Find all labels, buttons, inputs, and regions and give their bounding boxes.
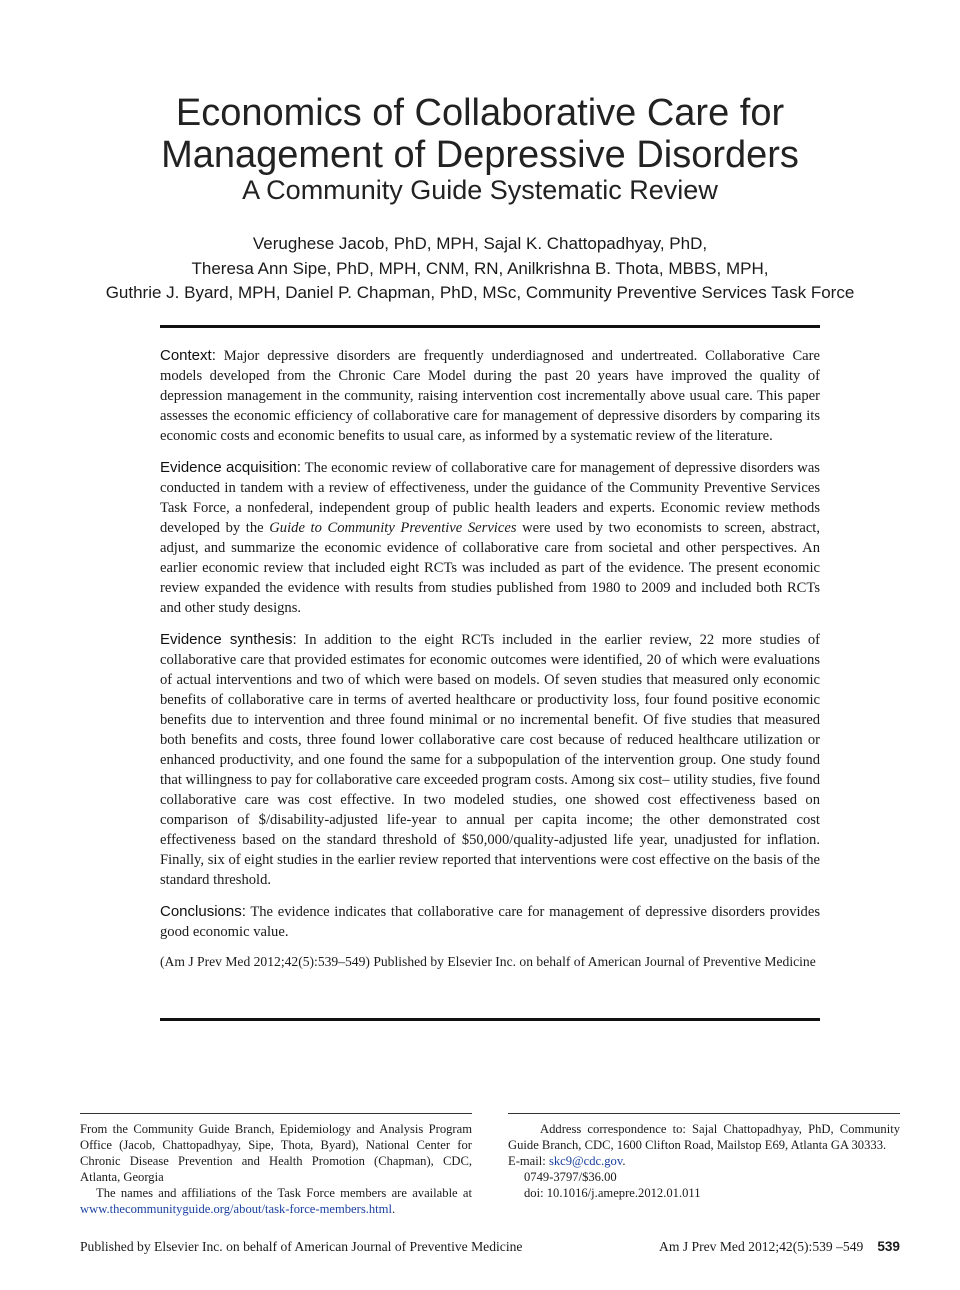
task-force-note	[80, 1185, 472, 1217]
abstract-conclusions	[160, 902, 820, 942]
context-text: Major depressive disorders are frequently underdiagnosed and undertreated. Collaborative Care models developed from the Chronic Care Model during the past 20 years have improved the quality of depression management in the community, raising intervention cost incrementally above usual care. This paper assesses the economic efficiency of collaborative care for management of depressive disorders by comparing its economic costs and economic benefits to usual care, as informed by a systematic review of the literature.	[160, 348, 820, 444]
footnote-rule-right	[508, 1113, 900, 1114]
correspondence-address: Address correspondence to: Sajal Chattopadhyay, PhD, Community Guide Branch, CDC, 1600 Clifton Road, Mailstop E69, Atlanta GA 30333.	[508, 1122, 900, 1152]
abstract-evidence-synthesis	[160, 630, 820, 890]
evidence-acquisition-text-1: The economic review of collaborative care for management of depressive disorders was conducted in tandem with a review of effectiveness, under the guidance of the Community Preventive Services Task Force, a nonfederal, independent group of public health leaders and experts. Economic review methods developed by the	[160, 460, 820, 536]
footnote-rule-left	[80, 1113, 472, 1114]
task-force-period: .	[391, 1202, 396, 1216]
evidence-acquisition-text-2: were used by two economists to screen, abstract, adjust, and summarize the economic evidence of collaborative care from societal and other perspectives. An earlier economic review that included eight RCTs was included as part of the evidence. The present economic review expanded the evidence with results from studies published from 1980 to 2009 and included both RCTs and other study designs.	[160, 520, 821, 616]
abstract-evidence-acquisition	[160, 458, 820, 618]
abstract-top-rule	[160, 325, 820, 328]
task-force-text: The names and affiliations of the Task Force members are available at	[96, 1186, 472, 1200]
page-number: 539	[877, 1239, 900, 1254]
evidence-synthesis-heading: Evidence synthesis:	[160, 631, 297, 648]
abstract-bottom-rule	[160, 1018, 820, 1021]
conclusions-text: The evidence indicates that collaborative care for management of depressive disorders provides good economic value.	[160, 904, 820, 940]
article-subtitle: A Community Guide Systematic Review	[242, 175, 718, 205]
affiliation-footnote	[80, 1121, 472, 1217]
conclusions-heading: Conclusions:	[160, 903, 246, 920]
authors-line-3: Guthrie J. Byard, MPH, Daniel P. Chapman, PhD, MSc, Community Preventive Services Task Force	[105, 283, 855, 302]
abstract	[160, 346, 820, 982]
publisher-footer: Published by Elsevier Inc. on behalf of American Journal of Preventive Medicine	[80, 1239, 523, 1254]
correspondence-email-line	[508, 1153, 900, 1169]
correspondence-footnote	[508, 1121, 900, 1201]
context-heading: Context:	[160, 347, 216, 364]
evidence-synthesis-text: In addition to the eight RCTs included in the earlier review, 22 more studies of collaborative care that provided estimates for economic outcomes were identified, 20 of which were evaluations of actual interventions and two of which were based on models. Of seven studies that measured only economic benefits of collaborative care in terms of averted healthcare or productivity loss, four found positive economic benefits due to intervention and three found minimal or no incremental benefit. Of five studies that measured both benefits and costs, three found lower collaborative care cost because of reduced healthcare utilization or enhanced productivity, and one found the same for a subpopulation of the intervention group. One study found that willingness to pay for collaborative care exceeded program costs. Among six cost– utility studies, five found collaborative care was cost effective. In two modeled studies, one showed cost effectiveness based on comparison of $/disability-adjusted life-year to annual per capita income; the other demonstrated cost effectiveness based on the standard threshold of $50,000/quality-adjusted life year, unadjusted for inflation. Finally, six of eight studies in the earlier review reported that interventions were cost effective on the basis of the standard threshold.	[160, 632, 821, 888]
task-force-link[interactable]: www.thecommunityguide.org/about/task-force-members.html	[80, 1202, 392, 1216]
guide-title-italic: Guide to Community Preventive Services	[269, 520, 517, 536]
doi: doi: 10.1016/j.amepre.2012.01.011	[524, 1186, 701, 1200]
email-label: E-mail:	[508, 1154, 546, 1168]
abstract-citation: (Am J Prev Med 2012;42(5):539–549) Published by Elsevier Inc. on behalf of American Journal of Preventive Medicine	[160, 954, 816, 969]
evidence-acquisition-heading: Evidence acquisition:	[160, 459, 302, 476]
journal-footer	[659, 1239, 900, 1255]
article-title	[0, 92, 960, 176]
email-link[interactable]: skc9@cdc.gov	[548, 1154, 623, 1168]
journal-reference: Am J Prev Med 2012;42(5):539 –549	[659, 1239, 864, 1254]
abstract-context	[160, 346, 820, 446]
email-period: .	[622, 1154, 626, 1168]
author-list	[0, 232, 960, 306]
title-line-1: Economics of Collaborative Care for	[175, 92, 785, 134]
price-code: 0749-3797/$36.00	[524, 1170, 617, 1184]
authors-line-2: Theresa Ann Sipe, PhD, MPH, CNM, RN, Anilkrishna B. Thota, MBBS, MPH,	[191, 258, 769, 278]
affiliation-text: From the Community Guide Branch, Epidemiology and Analysis Program Office (Jacob, Chattopadhyay, Sipe, Thota, Byard), National Center for Chronic Disease Prevention and Health Promotion (Chapman), CDC, Atlanta, Georgia	[80, 1122, 472, 1184]
authors-line-1: Verughese Jacob, PhD, MPH, Sajal K. Chattopadhyay, PhD,	[252, 234, 708, 253]
title-line-2: Management of Depressive Disorders	[161, 134, 799, 176]
